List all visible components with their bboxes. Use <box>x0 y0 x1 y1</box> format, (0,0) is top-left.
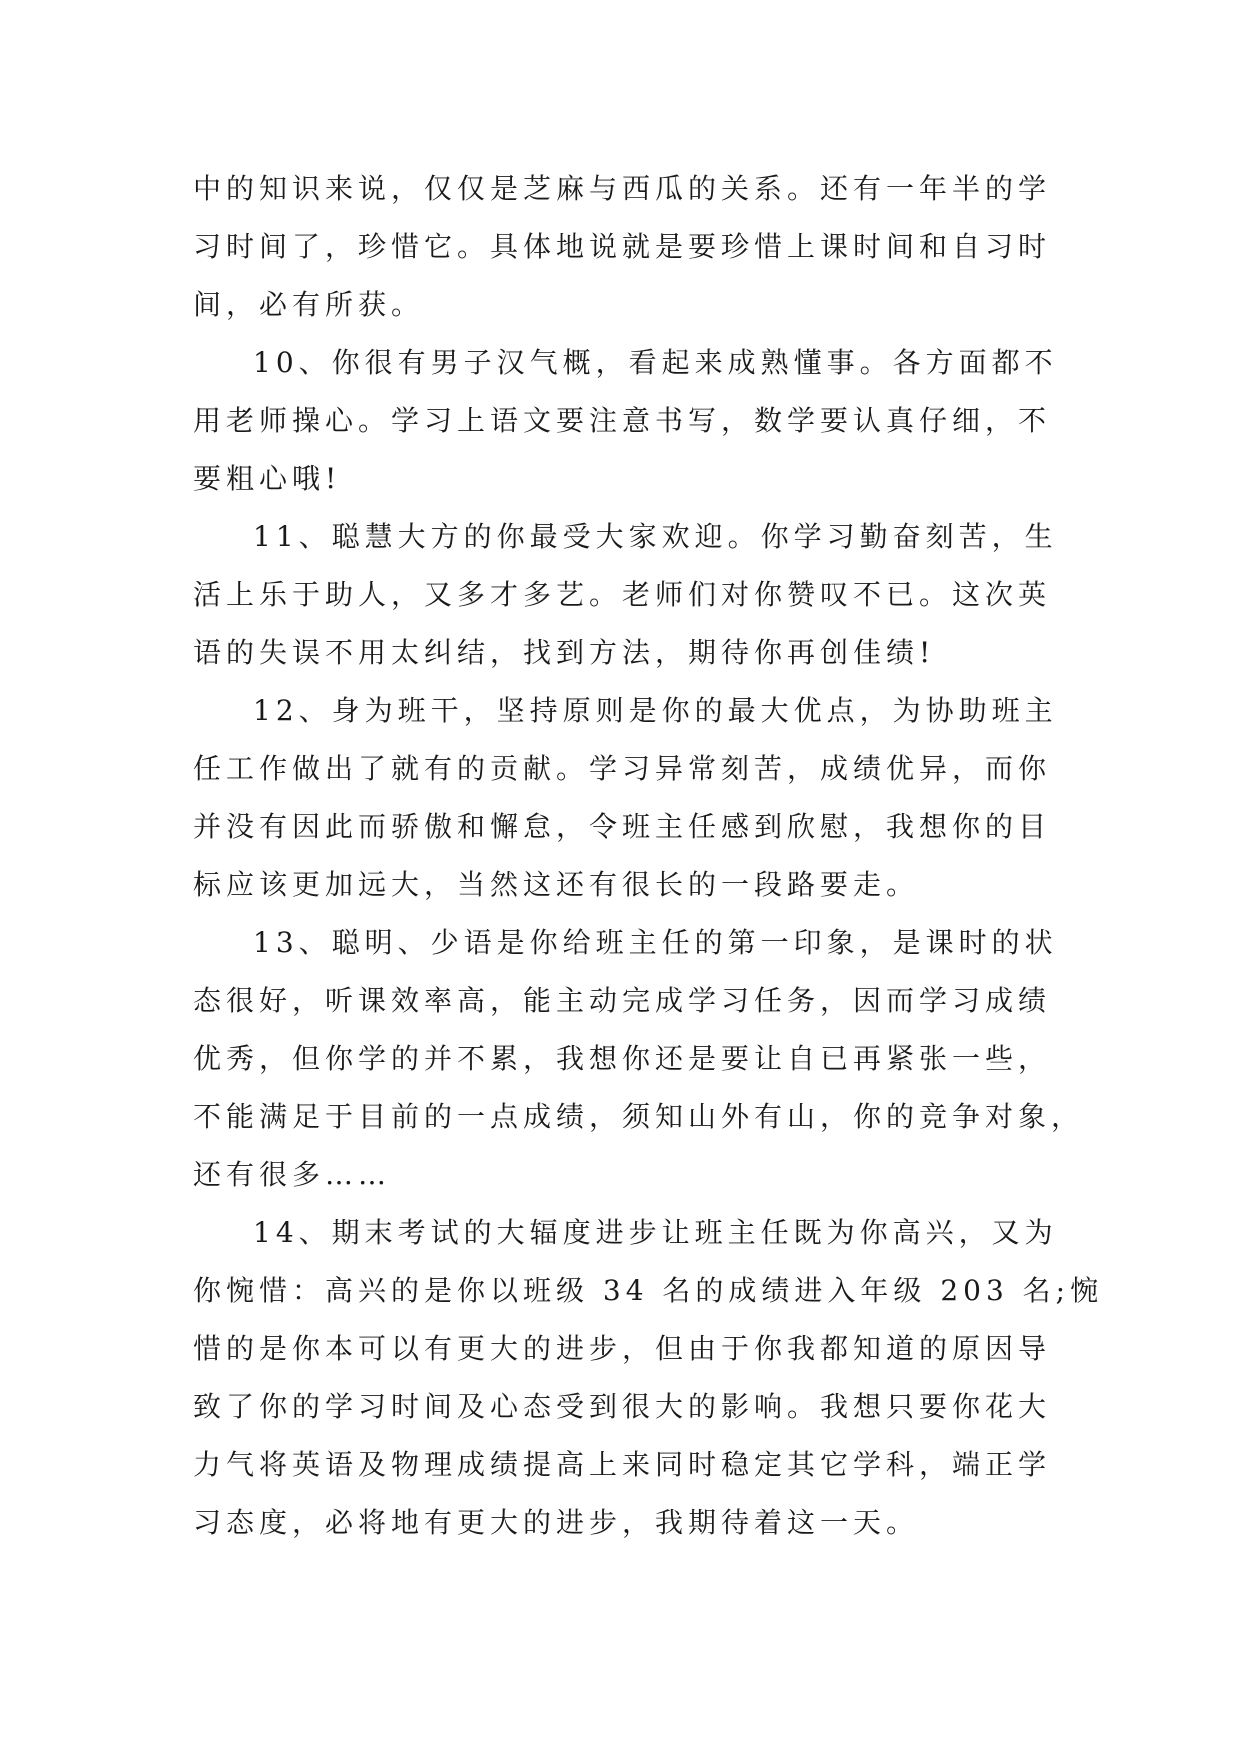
text-line: 任工作做出了就有的贡献。学习异常刻苦，成绩优异，而你 <box>193 752 1052 785</box>
text-line: 致了你的学习时间及心态受到很大的影响。我想只要你花大 <box>193 1390 1052 1423</box>
text-line: 11、聪慧大方的你最受大家欢迎。你学习勤奋刻苦，生 <box>253 520 1058 553</box>
document-page <box>193 160 1104 1552</box>
text-line: 中的知识来说，仅仅是芝麻与西瓜的关系。还有一年半的学 <box>193 172 1052 205</box>
text-line: 习时间了，珍惜它。具体地说就是要珍惜上课时间和自习时 <box>193 230 1052 263</box>
text-line: 惜的是你本可以有更大的进步，但由于你我都知道的原因导 <box>193 1332 1052 1365</box>
text-line: 活上乐于助人，又多才多艺。老师们对你赞叹不已。这次英 <box>193 578 1052 611</box>
text-line: 间，必有所获。 <box>193 288 425 321</box>
text-line: 语的失误不用太纠结，找到方法，期待你再创佳绩! <box>193 636 936 669</box>
text-line: 习态度，必将地有更大的进步，我期待着这一天。 <box>193 1506 920 1539</box>
text-line: 10、你很有男子汉气概，看起来成熟懂事。各方面都不 <box>253 346 1058 379</box>
paragraph-item-14 <box>193 1204 1104 1552</box>
text-line: 不能满足于目前的一点成绩，须知山外有山，你的竞争对象， <box>193 1100 1085 1133</box>
paragraph-continuation <box>193 160 1063 334</box>
paragraph-item-10 <box>193 334 1063 508</box>
text-line: 力气将英语及物理成绩提高上来同时稳定其它学科，端正学 <box>193 1448 1052 1481</box>
paragraph-item-13 <box>193 914 1085 1204</box>
text-line: 态很好，听课效率高，能主动完成学习任务，因而学习成绩 <box>193 984 1052 1017</box>
text-line: 12、身为班干，坚持原则是你的最大优点，为协助班主 <box>253 694 1058 727</box>
paragraph-item-12 <box>193 682 1063 914</box>
text-line: 还有很多…… <box>193 1158 392 1191</box>
text-line: 用老师操心。学习上语文要注意书写，数学要认真仔细，不 <box>193 404 1052 437</box>
text-line: 并没有因此而骄傲和懈怠，令班主任感到欣慰，我想你的目 <box>193 810 1052 843</box>
text-line: 你惋惜：高兴的是你以班级 34 名的成绩进入年级 203 名;惋 <box>193 1274 1104 1307</box>
text-line: 14、期末考试的大辐度进步让班主任既为你高兴，又为 <box>253 1216 1058 1249</box>
text-line: 标应该更加远大，当然这还有很长的一段路要走。 <box>193 868 920 901</box>
text-line: 优秀，但你学的并不累，我想你还是要让自已再紧张一些， <box>193 1042 1052 1075</box>
paragraph-item-11 <box>193 508 1063 682</box>
text-line: 13、聪明、少语是你给班主任的第一印象，是课时的状 <box>253 926 1058 959</box>
text-line: 要粗心哦! <box>193 462 342 495</box>
